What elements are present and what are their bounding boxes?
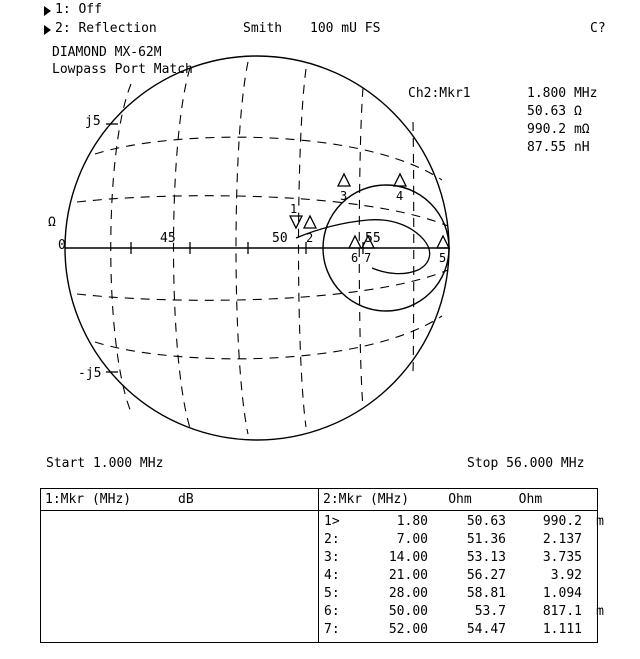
svg-text:3: 3 — [340, 189, 348, 203]
marker-reactance: 3.735 — [542, 550, 582, 565]
marker-reactance: 990.2 — [542, 514, 582, 529]
marker-index: 6: — [324, 604, 340, 619]
marker-readout-channel: Ch2:Mkr1 — [408, 86, 471, 101]
marker-resistance: 56.27 — [466, 568, 506, 583]
marker-4-icon — [394, 174, 406, 186]
channel1-marker-icon — [44, 6, 51, 16]
marker-5-icon — [437, 236, 449, 248]
marker-unit: m — [596, 514, 604, 529]
smith-chart-plot — [0, 30, 640, 460]
marker-reactance: 1.094 — [542, 586, 582, 601]
table-row[interactable] — [319, 567, 597, 585]
marker-reactance: 1.111 — [542, 622, 582, 637]
table-header-divider — [319, 510, 597, 511]
marker-index: 5: — [324, 586, 340, 601]
marker-readout-frequency: 1.800 MHz — [527, 86, 598, 101]
label-ohm-symbol: Ω — [48, 215, 56, 230]
marker-resistance: 53.7 — [474, 604, 506, 619]
marker-table-channel1-header: 1:Mkr (MHz) dB — [45, 492, 194, 507]
marker-2-icon — [304, 216, 316, 228]
marker-index: 1> — [324, 514, 340, 529]
marker-reactance: 3.92 — [550, 568, 582, 583]
marker-index: 2: — [324, 532, 340, 547]
marker-readout-resistance: 50.63 Ω — [527, 104, 582, 119]
marker-table-channel2-rows — [319, 513, 604, 639]
label-55-ohm: 55 — [365, 231, 381, 246]
marker-frequency: 50.00 — [388, 604, 428, 619]
table-row[interactable] — [319, 549, 597, 567]
marker-reactance: 2.137 — [542, 532, 582, 547]
marker-numbers — [290, 189, 446, 265]
table-row[interactable] — [319, 585, 597, 603]
marker-index: 7: — [324, 622, 340, 637]
label-45-ohm: 45 — [160, 231, 176, 246]
table-row[interactable] — [319, 513, 604, 531]
label-50-ohm: 50 — [272, 231, 288, 246]
marker-unit: m — [596, 604, 604, 619]
marker-table-channel2-header: 2:Mkr (MHz) Ohm Ohm — [323, 492, 543, 507]
display-format: Smith — [243, 21, 283, 36]
marker-frequency: 21.00 — [388, 568, 428, 583]
label-origin: 0 — [58, 238, 66, 253]
marker-resistance: 58.81 — [466, 586, 506, 601]
marker-tables — [40, 488, 604, 643]
sweep-stop-frequency: Stop 56.000 MHz — [467, 456, 585, 471]
marker-resistance: 51.36 — [466, 532, 506, 547]
trace-title-line2: Lowpass Port Match — [52, 62, 193, 77]
marker-1-icon — [290, 216, 302, 228]
svg-text:5: 5 — [439, 251, 447, 265]
marker-frequency: 28.00 — [388, 586, 428, 601]
marker-index: 3: — [324, 550, 340, 565]
marker-reactance: 817.1 — [542, 604, 582, 619]
marker-table-channel2 — [319, 489, 604, 642]
marker-frequency: 52.00 — [388, 622, 428, 637]
table-row[interactable] — [319, 531, 597, 549]
marker-frequency: 1.80 — [396, 514, 428, 529]
marker-3-icon — [338, 174, 350, 186]
label-positive-j5: j5 — [85, 114, 101, 129]
channel2-status: 2: Reflection — [55, 21, 157, 36]
scale-per-division: 100 mU FS — [310, 21, 381, 36]
table-row[interactable] — [319, 621, 597, 639]
marker-resistance: 53.13 — [466, 550, 506, 565]
channel1-status: 1: Off — [55, 2, 102, 17]
label-negative-j5: -j5 — [78, 366, 102, 381]
trace-title-line1: DIAMOND MX-62M — [52, 45, 162, 60]
svg-text:7: 7 — [364, 251, 372, 265]
svg-text:4: 4 — [396, 189, 404, 203]
marker-index: 4: — [324, 568, 340, 583]
marker-resistance: 54.47 — [466, 622, 506, 637]
table-row[interactable] — [319, 603, 604, 621]
table-header-divider — [41, 510, 318, 511]
marker-frequency: 14.00 — [388, 550, 428, 565]
correction-status: C? — [590, 21, 606, 36]
marker-resistance: 50.63 — [466, 514, 506, 529]
sweep-start-frequency: Start 1.000 MHz — [46, 456, 164, 471]
marker-frequency: 7.00 — [396, 532, 428, 547]
marker-table-channel1 — [41, 489, 319, 642]
svg-text:2: 2 — [306, 231, 314, 245]
svg-text:1: 1 — [290, 202, 298, 216]
marker-readout-reactance: 990.2 mΩ — [527, 122, 590, 137]
svg-text:6: 6 — [351, 251, 359, 265]
marker-readout-inductance: 87.55 nH — [527, 140, 590, 155]
